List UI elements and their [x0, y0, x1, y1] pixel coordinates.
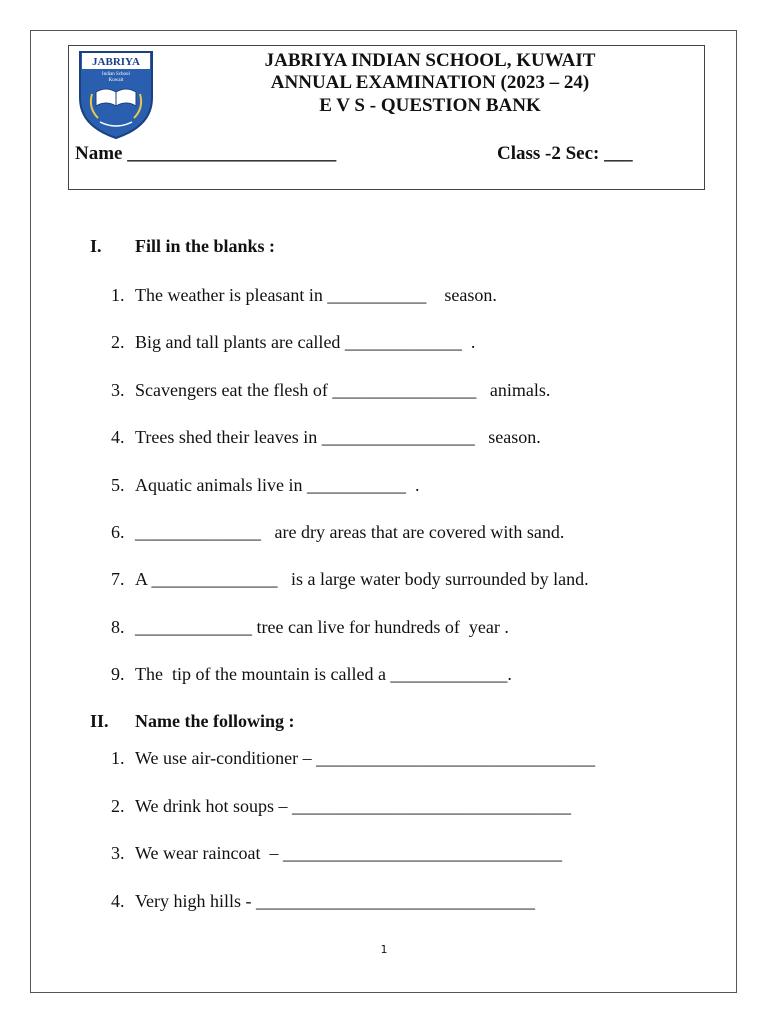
name-following-3[interactable]: 3. We wear raincoat – _______________________________ — [111, 843, 562, 863]
fill-blank-5[interactable]: 5. Aquatic animals live in ___________ . — [111, 475, 420, 495]
fill-blank-6[interactable]: 6. ______________ are dry areas that are covered with sand. — [111, 522, 565, 542]
fill-blank-1[interactable]: 1. The weather is pleasant in ___________ season. — [111, 285, 497, 305]
name-following-1[interactable]: 1. We use air-conditioner – _______________________________ — [111, 748, 596, 768]
page-number: 1 — [380, 943, 388, 956]
section-2-title: Name the following : — [135, 711, 295, 731]
fill-blank-7[interactable]: 7. A ______________ is a large water body surrounded by land. — [111, 569, 589, 589]
class-section-field[interactable]: Class -2 Sec: ___ — [497, 143, 633, 164]
section-2-numeral: II. — [90, 711, 109, 731]
fill-blank-9[interactable]: 9. The tip of the mountain is called a _____________. — [111, 664, 512, 684]
school-name: JABRIYA INDIAN SCHOOL, KUWAIT — [264, 50, 596, 71]
subject-title: E V S - QUESTION BANK — [319, 95, 541, 116]
name-field[interactable]: Name ______________________ — [75, 143, 337, 164]
logo-sub1: Indian School — [102, 72, 130, 77]
section-1-numeral: I. — [90, 236, 102, 256]
section-1-heading — [90, 236, 275, 257]
logo-sub2: Kuwait — [108, 78, 124, 83]
fill-blank-3[interactable]: 3. Scavengers eat the flesh of ________________ animals. — [111, 380, 551, 400]
logo-title: JABRIYA — [92, 56, 140, 68]
section-2-heading — [90, 711, 294, 732]
school-logo — [76, 48, 156, 140]
fill-blank-4[interactable]: 4. Trees shed their leaves in _________________ season. — [111, 427, 541, 447]
name-following-4[interactable]: 4. Very high hills - _______________________________ — [111, 891, 535, 911]
fill-blank-2[interactable]: 2. Big and tall plants are called _____________ . — [111, 332, 476, 352]
name-following-2[interactable]: 2. We drink hot soups – _______________________________ — [111, 796, 572, 816]
fill-blank-8[interactable]: 8. _____________ tree can live for hundreds of year . — [111, 617, 509, 637]
section-1-title: Fill in the blanks : — [135, 236, 276, 256]
exam-title: ANNUAL EXAMINATION (2023 – 24) — [270, 72, 590, 93]
